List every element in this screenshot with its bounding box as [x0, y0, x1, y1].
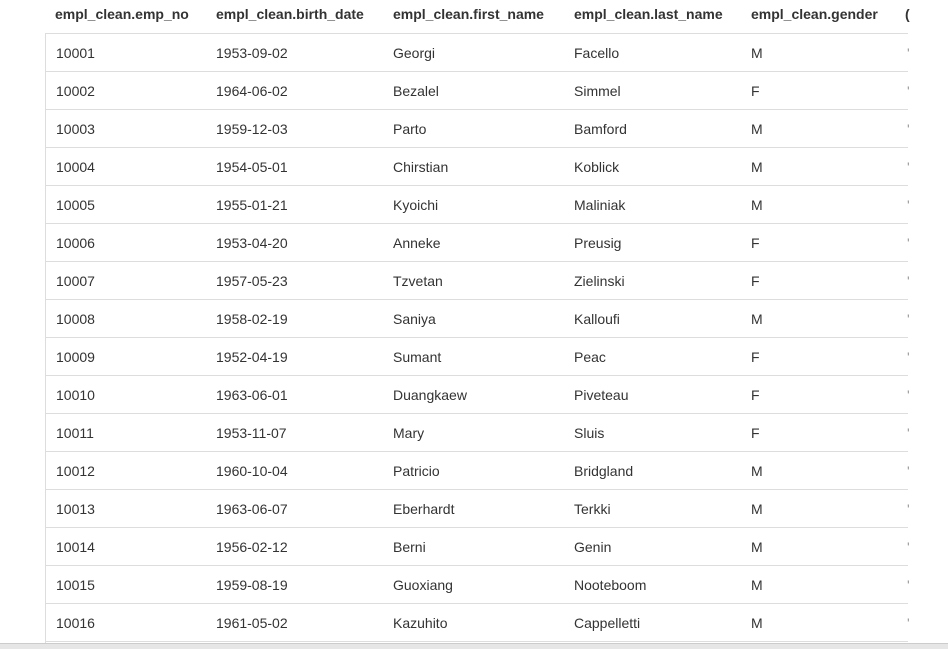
cell-emp-no: 10011 — [56, 425, 94, 441]
column-header-emp-no[interactable]: empl_clean.emp_no — [55, 6, 189, 22]
cell-birth-date: 1958-02-19 — [216, 311, 288, 327]
cell-truncated: ' — [907, 349, 910, 365]
cell-truncated: ' — [907, 577, 910, 593]
table-row[interactable] — [46, 490, 908, 528]
cell-gender: F — [751, 387, 760, 403]
cell-emp-no: 10008 — [56, 311, 95, 327]
table-header-row — [0, 0, 948, 30]
cell-first-name: Anneke — [393, 235, 441, 251]
table-row[interactable] — [46, 376, 908, 414]
table-row[interactable] — [46, 186, 908, 224]
cell-emp-no: 10001 — [56, 45, 95, 61]
cell-birth-date: 1960-10-04 — [216, 463, 288, 479]
cell-birth-date: 1959-12-03 — [216, 121, 288, 137]
cell-truncated: ' — [907, 463, 910, 479]
column-header-first-name[interactable]: empl_clean.first_name — [393, 6, 544, 22]
cell-gender: F — [751, 425, 760, 441]
cell-first-name: Sumant — [393, 349, 442, 365]
cell-emp-no: 10009 — [56, 349, 95, 365]
cell-emp-no: 10010 — [56, 387, 95, 403]
cell-gender: M — [751, 539, 763, 555]
table-row[interactable] — [46, 262, 908, 300]
cell-birth-date: 1963-06-01 — [216, 387, 288, 403]
table-row[interactable] — [46, 110, 908, 148]
cell-gender: F — [751, 349, 760, 365]
table-row[interactable] — [46, 528, 908, 566]
cell-first-name: Chirstian — [393, 159, 449, 175]
cell-first-name: Duangkaew — [393, 387, 467, 403]
table-row[interactable] — [46, 148, 908, 186]
cell-gender: F — [751, 235, 760, 251]
cell-emp-no: 10002 — [56, 83, 95, 99]
cell-gender: M — [751, 311, 763, 327]
cell-truncated: ' — [907, 387, 910, 403]
cell-first-name: Eberhardt — [393, 501, 455, 517]
cell-last-name: Preusig — [574, 235, 622, 251]
column-header-gender[interactable]: empl_clean.gender — [751, 6, 878, 22]
cell-last-name: Terkki — [574, 501, 611, 517]
cell-truncated: ' — [907, 615, 910, 631]
cell-last-name: Piveteau — [574, 387, 629, 403]
cell-truncated: ' — [907, 311, 910, 327]
cell-truncated: ' — [907, 425, 910, 441]
cell-last-name: Simmel — [574, 83, 621, 99]
cell-last-name: Sluis — [574, 425, 605, 441]
cell-gender: F — [751, 273, 760, 289]
table-row[interactable] — [46, 338, 908, 376]
cell-birth-date: 1961-05-02 — [216, 615, 288, 631]
cell-first-name: Kazuhito — [393, 615, 448, 631]
cell-birth-date: 1957-05-23 — [216, 273, 288, 289]
cell-emp-no: 10006 — [56, 235, 95, 251]
cell-birth-date: 1953-11-07 — [216, 425, 287, 441]
column-header-last-name[interactable]: empl_clean.last_name — [574, 6, 723, 22]
table-row[interactable] — [46, 224, 908, 262]
cell-first-name: Saniya — [393, 311, 436, 327]
cell-truncated: ' — [907, 159, 910, 175]
cell-birth-date: 1959-08-19 — [216, 577, 288, 593]
cell-birth-date: 1955-01-21 — [216, 197, 288, 213]
cell-first-name: Berni — [393, 539, 426, 555]
cell-truncated: ' — [907, 501, 910, 517]
horizontal-scrollbar[interactable] — [0, 643, 948, 649]
cell-first-name: Tzvetan — [393, 273, 443, 289]
cell-birth-date: 1953-09-02 — [216, 45, 288, 61]
cell-last-name: Kalloufi — [574, 311, 620, 327]
cell-birth-date: 1963-06-07 — [216, 501, 288, 517]
cell-emp-no: 10015 — [56, 577, 95, 593]
cell-emp-no: 10014 — [56, 539, 95, 555]
cell-truncated: ' — [907, 273, 910, 289]
cell-gender: M — [751, 501, 763, 517]
cell-emp-no: 10005 — [56, 197, 95, 213]
table-row[interactable] — [46, 414, 908, 452]
cell-last-name: Facello — [574, 45, 620, 61]
cell-last-name: Peac — [574, 349, 606, 365]
table-row[interactable] — [46, 452, 908, 490]
cell-truncated: ' — [907, 121, 910, 137]
cell-birth-date: 1953-04-20 — [216, 235, 288, 251]
cell-first-name: Mary — [393, 425, 425, 441]
cell-first-name: Georgi — [393, 45, 436, 61]
cell-truncated: ' — [907, 539, 910, 555]
cell-first-name: Bezalel — [393, 83, 439, 99]
cell-last-name: Nooteboom — [574, 577, 647, 593]
column-header-birth-date[interactable]: empl_clean.birth_date — [216, 6, 364, 22]
table-body — [45, 33, 908, 646]
cell-gender: M — [751, 45, 763, 61]
cell-gender: M — [751, 159, 763, 175]
table-row[interactable] — [46, 72, 908, 110]
cell-last-name: Zielinski — [574, 273, 625, 289]
cell-first-name: Guoxiang — [393, 577, 453, 593]
cell-gender: M — [751, 121, 763, 137]
cell-emp-no: 10007 — [56, 273, 95, 289]
column-header-truncated[interactable]: ( — [905, 6, 910, 22]
cell-last-name: Bamford — [574, 121, 627, 137]
cell-emp-no: 10013 — [56, 501, 95, 517]
cell-first-name: Parto — [393, 121, 427, 137]
cell-gender: M — [751, 615, 763, 631]
cell-gender: M — [751, 463, 763, 479]
cell-birth-date: 1964-06-02 — [216, 83, 288, 99]
cell-truncated: ' — [907, 235, 910, 251]
cell-emp-no: 10016 — [56, 615, 95, 631]
table-row[interactable] — [46, 566, 908, 604]
cell-birth-date: 1952-04-19 — [216, 349, 288, 365]
cell-gender: M — [751, 577, 763, 593]
cell-last-name: Genin — [574, 539, 612, 555]
cell-last-name: Koblick — [574, 159, 620, 175]
cell-first-name: Patricio — [393, 463, 440, 479]
cell-birth-date: 1956-02-12 — [216, 539, 288, 555]
cell-birth-date: 1954-05-01 — [216, 159, 288, 175]
cell-gender: F — [751, 83, 760, 99]
cell-gender: M — [751, 197, 763, 213]
cell-last-name: Bridgland — [574, 463, 634, 479]
cell-truncated: ' — [907, 83, 910, 99]
cell-first-name: Kyoichi — [393, 197, 439, 213]
cell-last-name: Maliniak — [574, 197, 626, 213]
cell-emp-no: 10012 — [56, 463, 95, 479]
cell-truncated: ' — [907, 197, 910, 213]
cell-truncated: ' — [907, 45, 910, 61]
cell-emp-no: 10004 — [56, 159, 95, 175]
cell-last-name: Cappelletti — [574, 615, 641, 631]
cell-emp-no: 10003 — [56, 121, 95, 137]
table-row[interactable] — [46, 34, 908, 72]
table-row[interactable] — [46, 604, 908, 642]
table-row[interactable] — [46, 300, 908, 338]
